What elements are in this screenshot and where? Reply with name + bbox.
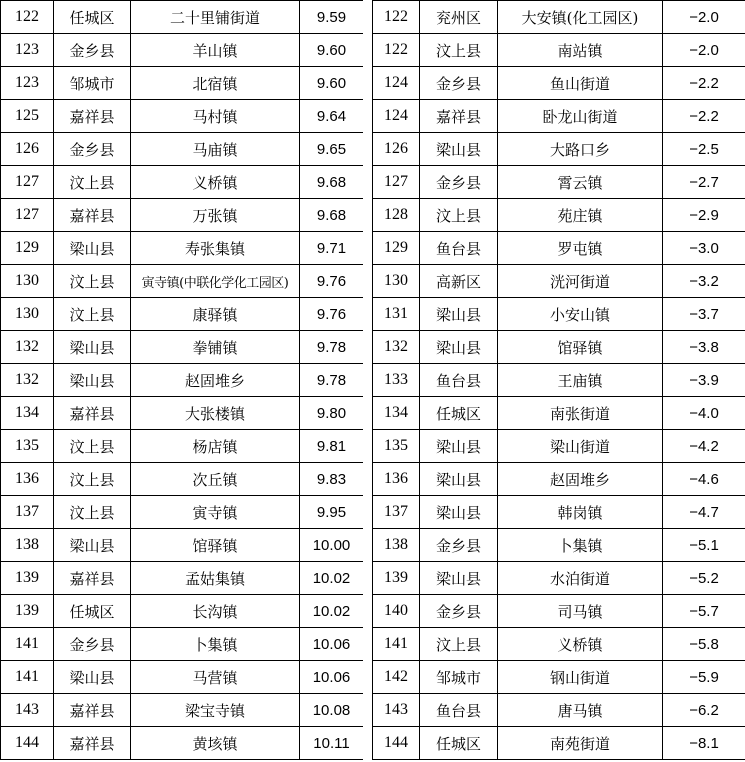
- county-cell: 汶上县: [54, 463, 131, 496]
- town-cell: 卜集镇: [498, 529, 663, 562]
- town-cell: 唐马镇: [498, 694, 663, 727]
- table-row: [1, 595, 364, 628]
- table-row: [1, 100, 364, 133]
- table-row: [373, 562, 745, 595]
- value-cell: −2.2: [663, 100, 745, 133]
- town-cell: 卧龙山街道: [498, 100, 663, 133]
- rank-cell: 126: [1, 133, 54, 166]
- table-row: [1, 463, 364, 496]
- rank-cell: 140: [373, 595, 420, 628]
- value-cell: 10.11: [300, 727, 364, 760]
- rank-cell: 139: [1, 595, 54, 628]
- rank-cell: 141: [1, 661, 54, 694]
- town-cell: 霄云镇: [498, 166, 663, 199]
- county-cell: 金乡县: [54, 133, 131, 166]
- rank-cell: 122: [373, 34, 420, 67]
- town-cell: 寅寺镇: [131, 496, 300, 529]
- town-cell: 北宿镇: [131, 67, 300, 100]
- town-cell: 大张楼镇: [131, 397, 300, 430]
- table-row: [1, 232, 364, 265]
- table-row: [373, 199, 745, 232]
- value-cell: 9.60: [300, 67, 364, 100]
- town-cell: 小安山镇: [498, 298, 663, 331]
- value-cell: 9.68: [300, 166, 364, 199]
- county-cell: 鱼台县: [420, 694, 498, 727]
- value-cell: 9.76: [300, 298, 364, 331]
- rank-cell: 141: [373, 628, 420, 661]
- town-cell: 马庙镇: [131, 133, 300, 166]
- rank-cell: 134: [1, 397, 54, 430]
- rank-cell: 138: [1, 529, 54, 562]
- rank-cell: 126: [373, 133, 420, 166]
- table-row: [373, 694, 745, 727]
- value-cell: −2.7: [663, 166, 745, 199]
- county-cell: 金乡县: [420, 595, 498, 628]
- table-row: [373, 397, 745, 430]
- value-cell: −2.5: [663, 133, 745, 166]
- value-cell: −5.1: [663, 529, 745, 562]
- town-cell: 大安镇(化工园区): [498, 1, 663, 34]
- table-row: [373, 463, 745, 496]
- table-row: [1, 529, 364, 562]
- county-cell: 邹城市: [420, 661, 498, 694]
- county-cell: 金乡县: [420, 529, 498, 562]
- table-row: [1, 562, 364, 595]
- table-row: [373, 661, 745, 694]
- rank-cell: 143: [1, 694, 54, 727]
- county-cell: 梁山县: [420, 430, 498, 463]
- table-row: [1, 430, 364, 463]
- county-cell: 金乡县: [420, 67, 498, 100]
- value-cell: −5.8: [663, 628, 745, 661]
- rank-cell: 137: [373, 496, 420, 529]
- town-cell: 馆驿镇: [498, 331, 663, 364]
- table-row: [1, 694, 364, 727]
- rank-cell: 123: [1, 34, 54, 67]
- town-cell: 寅寺镇(中联化学化工园区): [131, 265, 300, 298]
- county-cell: 梁山县: [420, 463, 498, 496]
- county-cell: 嘉祥县: [54, 727, 131, 760]
- county-cell: 汶上县: [54, 496, 131, 529]
- value-cell: −5.2: [663, 562, 745, 595]
- town-cell: 黄垓镇: [131, 727, 300, 760]
- value-cell: −3.2: [663, 265, 745, 298]
- table-row: [1, 34, 364, 67]
- table-row: [1, 364, 364, 397]
- county-cell: 嘉祥县: [54, 397, 131, 430]
- county-cell: 梁山县: [420, 298, 498, 331]
- table-row: [1, 1, 364, 34]
- town-cell: 马营镇: [131, 661, 300, 694]
- town-cell: 南站镇: [498, 34, 663, 67]
- rank-cell: 143: [373, 694, 420, 727]
- rank-cell: 144: [373, 727, 420, 760]
- county-cell: 高新区: [420, 265, 498, 298]
- rank-cell: 135: [373, 430, 420, 463]
- value-cell: 9.68: [300, 199, 364, 232]
- value-cell: 10.00: [300, 529, 364, 562]
- table-row: [373, 166, 745, 199]
- rank-cell: 125: [1, 100, 54, 133]
- rank-cell: 132: [373, 331, 420, 364]
- rank-cell: 134: [373, 397, 420, 430]
- value-cell: −2.0: [663, 1, 745, 34]
- value-cell: 9.78: [300, 364, 364, 397]
- town-cell: 梁山街道: [498, 430, 663, 463]
- county-cell: 梁山县: [54, 529, 131, 562]
- value-cell: −2.9: [663, 199, 745, 232]
- town-cell: 罗屯镇: [498, 232, 663, 265]
- county-cell: 嘉祥县: [54, 100, 131, 133]
- county-cell: 兖州区: [420, 1, 498, 34]
- value-cell: −5.7: [663, 595, 745, 628]
- table-row: [1, 298, 364, 331]
- rank-cell: 132: [1, 331, 54, 364]
- town-cell: 司马镇: [498, 595, 663, 628]
- table-row: [373, 298, 745, 331]
- table-row: [373, 67, 745, 100]
- table-row: [373, 34, 745, 67]
- value-cell: 10.06: [300, 661, 364, 694]
- rank-cell: 127: [1, 199, 54, 232]
- value-cell: −6.2: [663, 694, 745, 727]
- town-cell: 马村镇: [131, 100, 300, 133]
- county-cell: 汶上县: [420, 34, 498, 67]
- table-row: [1, 661, 364, 694]
- table-row: [373, 331, 745, 364]
- value-cell: 9.81: [300, 430, 364, 463]
- rank-cell: 133: [373, 364, 420, 397]
- county-cell: 金乡县: [54, 34, 131, 67]
- table-row: [373, 265, 745, 298]
- county-cell: 任城区: [420, 397, 498, 430]
- value-cell: 9.59: [300, 1, 364, 34]
- county-cell: 汶上县: [420, 628, 498, 661]
- county-cell: 嘉祥县: [420, 100, 498, 133]
- town-cell: 洸河街道: [498, 265, 663, 298]
- left-table-body: [1, 1, 364, 760]
- county-cell: 嘉祥县: [54, 562, 131, 595]
- rank-cell: 122: [373, 1, 420, 34]
- county-cell: 邹城市: [54, 67, 131, 100]
- table-row: [373, 529, 745, 562]
- county-cell: 任城区: [54, 1, 131, 34]
- value-cell: 10.08: [300, 694, 364, 727]
- table-row: [373, 133, 745, 166]
- town-cell: 孟姑集镇: [131, 562, 300, 595]
- rank-cell: 138: [373, 529, 420, 562]
- county-cell: 嘉祥县: [54, 199, 131, 232]
- rank-cell: 124: [373, 100, 420, 133]
- value-cell: 9.60: [300, 34, 364, 67]
- rank-cell: 135: [1, 430, 54, 463]
- town-cell: 长沟镇: [131, 595, 300, 628]
- value-cell: −2.0: [663, 34, 745, 67]
- rank-cell: 127: [1, 166, 54, 199]
- table-row: [373, 430, 745, 463]
- town-cell: 康驿镇: [131, 298, 300, 331]
- value-cell: −3.0: [663, 232, 745, 265]
- table-row: [1, 727, 364, 760]
- table-row: [1, 496, 364, 529]
- table-row: [373, 100, 745, 133]
- rank-cell: 144: [1, 727, 54, 760]
- value-cell: −4.0: [663, 397, 745, 430]
- value-cell: −3.9: [663, 364, 745, 397]
- rank-cell: 129: [1, 232, 54, 265]
- value-cell: 10.02: [300, 595, 364, 628]
- town-cell: 苑庄镇: [498, 199, 663, 232]
- rank-cell: 139: [1, 562, 54, 595]
- rank-cell: 130: [1, 298, 54, 331]
- county-cell: 汶上县: [54, 430, 131, 463]
- rank-cell: 136: [1, 463, 54, 496]
- county-cell: 梁山县: [54, 232, 131, 265]
- value-cell: 9.65: [300, 133, 364, 166]
- table-row: [1, 67, 364, 100]
- town-cell: 王庙镇: [498, 364, 663, 397]
- rank-cell: 128: [373, 199, 420, 232]
- table-row: [1, 133, 364, 166]
- town-cell: 鱼山街道: [498, 67, 663, 100]
- rank-cell: 129: [373, 232, 420, 265]
- rank-cell: 141: [1, 628, 54, 661]
- table-row: [373, 496, 745, 529]
- county-cell: 汶上县: [54, 166, 131, 199]
- rank-cell: 124: [373, 67, 420, 100]
- value-cell: 9.95: [300, 496, 364, 529]
- value-cell: −5.9: [663, 661, 745, 694]
- town-cell: 钢山街道: [498, 661, 663, 694]
- rank-cell: 127: [373, 166, 420, 199]
- town-cell: 赵固堆乡: [498, 463, 663, 496]
- value-cell: 10.06: [300, 628, 364, 661]
- value-cell: 9.76: [300, 265, 364, 298]
- town-cell: 二十里铺街道: [131, 1, 300, 34]
- value-cell: 9.80: [300, 397, 364, 430]
- value-cell: 10.02: [300, 562, 364, 595]
- rank-cell: 130: [373, 265, 420, 298]
- county-cell: 任城区: [420, 727, 498, 760]
- town-cell: 大路口乡: [498, 133, 663, 166]
- value-cell: 9.78: [300, 331, 364, 364]
- town-cell: 拳铺镇: [131, 331, 300, 364]
- town-cell: 卜集镇: [131, 628, 300, 661]
- town-cell: 寿张集镇: [131, 232, 300, 265]
- town-cell: 义桥镇: [131, 166, 300, 199]
- value-cell: −4.7: [663, 496, 745, 529]
- rank-cell: 132: [1, 364, 54, 397]
- town-cell: 杨店镇: [131, 430, 300, 463]
- table-row: [1, 331, 364, 364]
- county-cell: 梁山县: [54, 364, 131, 397]
- table-row: [373, 628, 745, 661]
- county-cell: 鱼台县: [420, 232, 498, 265]
- value-cell: −3.7: [663, 298, 745, 331]
- town-cell: 次丘镇: [131, 463, 300, 496]
- county-cell: 任城区: [54, 595, 131, 628]
- town-cell: 馆驿镇: [131, 529, 300, 562]
- table-row: [1, 166, 364, 199]
- county-cell: 梁山县: [420, 133, 498, 166]
- table-row: [373, 595, 745, 628]
- right-ranking-table: [372, 0, 745, 760]
- rank-cell: 139: [373, 562, 420, 595]
- county-cell: 嘉祥县: [54, 694, 131, 727]
- town-cell: 万张镇: [131, 199, 300, 232]
- value-cell: −4.6: [663, 463, 745, 496]
- rank-cell: 137: [1, 496, 54, 529]
- county-cell: 梁山县: [54, 331, 131, 364]
- county-cell: 梁山县: [420, 331, 498, 364]
- town-cell: 羊山镇: [131, 34, 300, 67]
- value-cell: 9.64: [300, 100, 364, 133]
- town-cell: 南张街道: [498, 397, 663, 430]
- town-cell: 韩岗镇: [498, 496, 663, 529]
- value-cell: 9.83: [300, 463, 364, 496]
- value-cell: 9.71: [300, 232, 364, 265]
- rank-cell: 136: [373, 463, 420, 496]
- left-ranking-table: [0, 0, 364, 760]
- town-cell: 南苑街道: [498, 727, 663, 760]
- county-cell: 鱼台县: [420, 364, 498, 397]
- table-row: [373, 727, 745, 760]
- table-row: [1, 628, 364, 661]
- county-cell: 汶上县: [54, 298, 131, 331]
- town-cell: 义桥镇: [498, 628, 663, 661]
- town-cell: 水泊街道: [498, 562, 663, 595]
- table-row: [1, 397, 364, 430]
- right-table-body: [373, 1, 745, 760]
- table-row: [1, 265, 364, 298]
- county-cell: 金乡县: [420, 166, 498, 199]
- rank-cell: 130: [1, 265, 54, 298]
- rank-cell: 122: [1, 1, 54, 34]
- table-row: [1, 199, 364, 232]
- town-cell: 梁宝寺镇: [131, 694, 300, 727]
- value-cell: −2.2: [663, 67, 745, 100]
- table-row: [373, 364, 745, 397]
- county-cell: 梁山县: [420, 496, 498, 529]
- county-cell: 汶上县: [54, 265, 131, 298]
- value-cell: −8.1: [663, 727, 745, 760]
- county-cell: 梁山县: [54, 661, 131, 694]
- county-cell: 汶上县: [420, 199, 498, 232]
- county-cell: 金乡县: [54, 628, 131, 661]
- value-cell: −4.2: [663, 430, 745, 463]
- rank-cell: 123: [1, 67, 54, 100]
- county-cell: 梁山县: [420, 562, 498, 595]
- table-row: [373, 232, 745, 265]
- value-cell: −3.8: [663, 331, 745, 364]
- town-cell: 赵固堆乡: [131, 364, 300, 397]
- rank-cell: 131: [373, 298, 420, 331]
- table-row: [373, 1, 745, 34]
- rank-cell: 142: [373, 661, 420, 694]
- column-gap: [363, 0, 372, 762]
